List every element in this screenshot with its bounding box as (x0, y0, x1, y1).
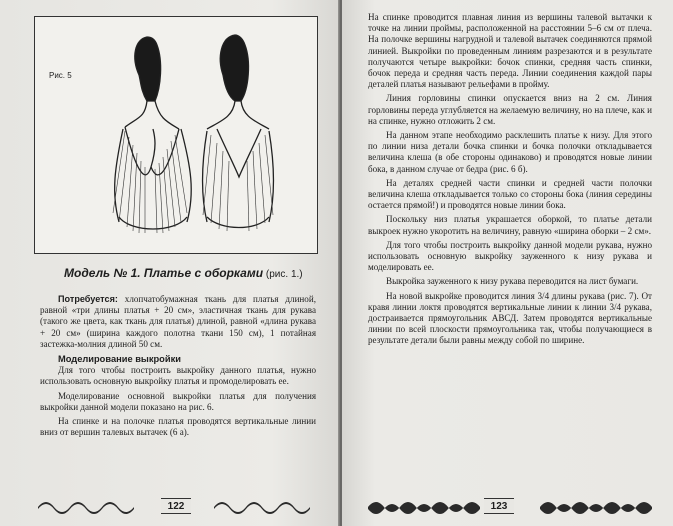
right-paragraph-6: Для того чтобы построить выкройку данной модели рукава, нужно использовать основную выкройку зауженного к низу рукава и моделировать ее. (368, 239, 652, 273)
model-title-text: Модель № 1. Платье с оборками (64, 266, 264, 280)
right-paragraph-4: На деталях средней части спинки и средней части полочки величина клеша откладывается только со стороны бока (линия середины остается прямой!) и проводятся новые линии бока. (368, 177, 652, 211)
model-title-ref: (рис. 1.) (265, 269, 303, 280)
left-text-column (40, 294, 316, 438)
right-paragraph-7: Выкройка зауженного к низу рукава переводится на лист бумаги. (386, 276, 639, 287)
materials-lead: Потребуется: (58, 294, 118, 304)
right-paragraph-1: На спинке проводится плавная линия из вершины талевой вытачки к точке на линии проймы, расположенной на расстоянии 5–6 см от плеча. На полочке вершины нагрудной и талевой вытачек соединяются прямой линией. Выкройки по проведенным линиям разрезаются и в результате получаются четыре выкройки: бочок спинки, средняя часть спинки, бочок переда и средняя часть переда. Линии соединения каждой пары деталей платья называют рельефами в пройму. (368, 12, 652, 90)
figure-label: Рис. 5 (49, 71, 72, 80)
right-text-column (368, 12, 652, 347)
materials-paragraph (40, 294, 316, 350)
right-paragraph-5: Поскольку низ платья украшается оборкой, то платье детали выкроек нужно укоротить на величину, равную «ширина оборки – 2 см». (368, 214, 652, 236)
materials-text: хлопчатобумажная ткань для платья длиной, равной «три длины платья + 20 см», эластичная ткань для рукава (такого же цвета, как ткань для платья) длиной, равной «длина рукава + 20 см» (ширина каждого полотна ткани 150 см), 1 потайная застежка-молния длиной 50 см. (40, 294, 316, 349)
left-page-number: 122 (161, 498, 191, 514)
section-heading: Моделирование выкройки (58, 354, 181, 365)
dress-illustration (35, 17, 319, 255)
right-page-number: 123 (484, 498, 514, 514)
model-title (64, 266, 303, 280)
right-paragraph-2: Линия горловины спинки опускается вниз на 2 см. Линия горловины переда углубляется на желаемую величину, но на плече, как и на спинке, нужно отложить 2 см. (368, 93, 652, 126)
right-page (342, 0, 673, 526)
left-paragraph-3: На спинке и на полочке платья проводятся вертикальные линии вниз от вершин талевых вытачек (6 а). (40, 416, 316, 438)
right-paragraph-8: На новой выкройке проводится линия 3/4 длины рукава (рис. 7). От кравя линии локтя проводятся вертикальные линии к линии 3/4 рукава, достраивается прямоугольник АВСД. Затем проводятся вертикальные линии по всей плоскости прямоугольника так, чтобы получающиеся в результате детали были равны между собой по ширине. (368, 290, 652, 346)
right-paragraph-3: На данном этапе необходимо расклешить платье к низу. Для этого по линии низа детали бочка спинки и бочка полочки откладывается величина клеша (в обе стороны одинаково) и проводятся новые линии бока, в данном случае от бедра (рис. 6 б). (368, 130, 652, 174)
left-paragraph-2: Моделирование основной выкройки платья для получения выкройки данной модели показано на рис. 6. (40, 390, 316, 412)
figure-box (34, 16, 318, 254)
left-paragraph-1: Для того чтобы построить выкройку данного платья, нужно использовать основную выкройку платья и промоделировать ее. (40, 365, 316, 387)
